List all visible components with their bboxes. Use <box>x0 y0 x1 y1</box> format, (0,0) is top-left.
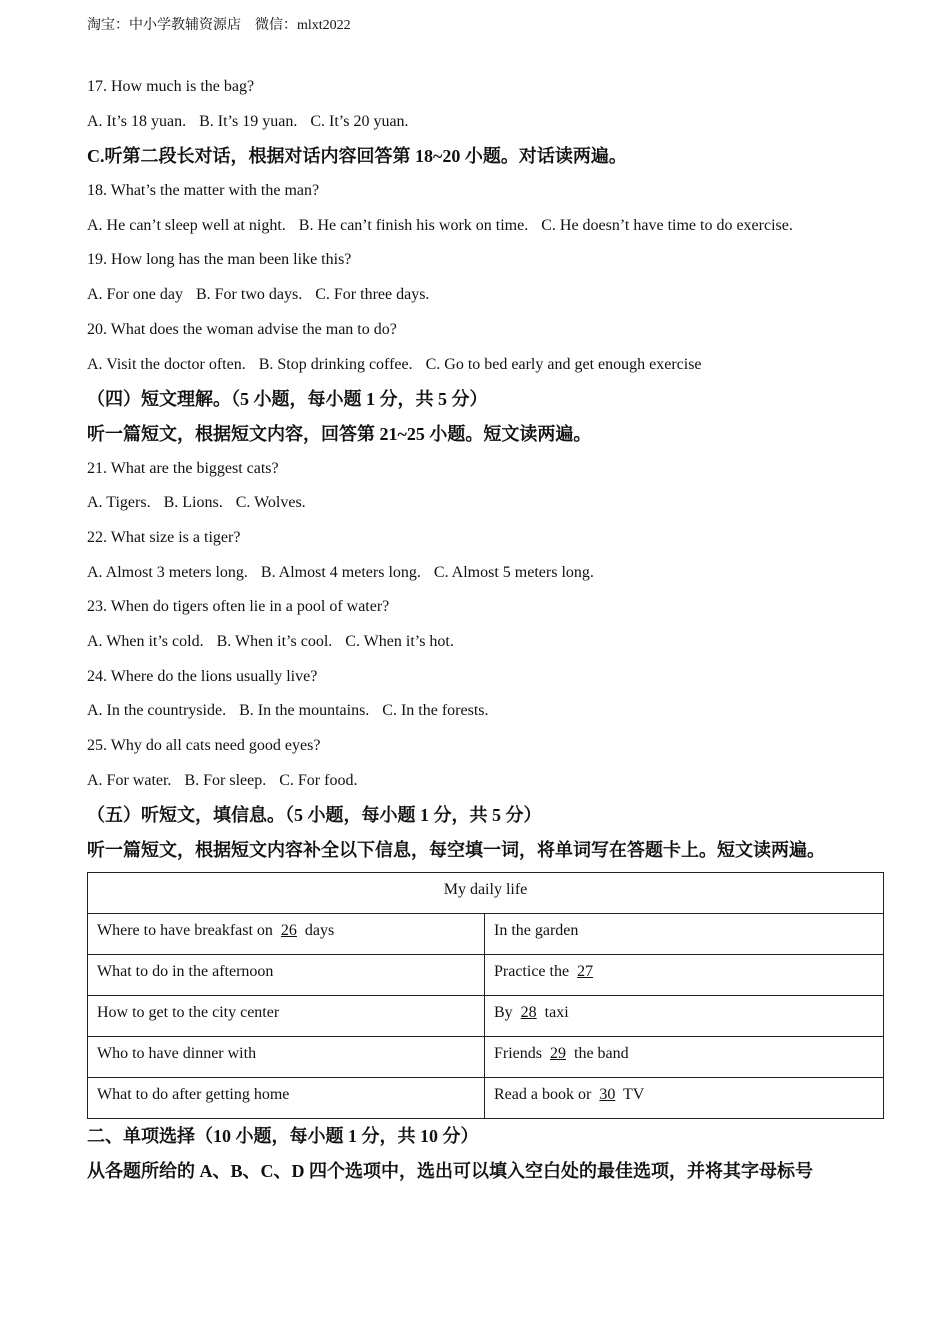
option: A. Visit the doctor often. <box>87 355 246 373</box>
option: B. When it’s cool. <box>216 633 333 650</box>
option: C. Wolves. <box>235 494 306 512</box>
document-body <box>87 70 887 1188</box>
cell-text: the band <box>570 1044 629 1062</box>
table-row <box>88 1077 884 1118</box>
table-cell <box>88 1077 485 1118</box>
question-18: 18. What’s the matter with the man? <box>87 182 320 200</box>
option: A. Almost 3 meters long. <box>87 563 248 581</box>
cell-text: taxi <box>540 1003 569 1021</box>
table-cell <box>485 913 884 954</box>
cell-text: By <box>494 1003 517 1021</box>
table-cell <box>485 995 884 1036</box>
cell-text: Friends <box>494 1044 546 1062</box>
options-21 <box>87 486 887 521</box>
table-row <box>88 954 884 995</box>
option: A. It’s 18 yuan. <box>87 112 187 130</box>
question-20: 20. What does the woman advise the man to do? <box>87 320 397 338</box>
option: B. Almost 4 meters long. <box>260 563 421 581</box>
options-22 <box>87 556 887 591</box>
table-cell <box>88 954 485 995</box>
option: B. Stop drinking coffee. <box>258 355 413 373</box>
option: C. It’s 20 yuan. <box>310 112 409 130</box>
option: A. For water. <box>87 771 172 789</box>
cell-text: What to do after getting home <box>97 1085 290 1103</box>
option: C. For three days. <box>315 286 430 304</box>
option: C. He doesn’t have time to do exercise. <box>541 216 793 234</box>
question-24: 24. Where do the lions usually live? <box>87 667 318 685</box>
part-5-instruction: 听一篇短文，根据短文内容补全以下信息，每空填一词，将单词写在答题卡上。短文读两遍。 <box>87 840 825 861</box>
question-23: 23. When do tigers often lie in a pool of water? <box>87 598 390 616</box>
page-header: 淘宝：中小学教辅资源店 微信：mlxt2022 <box>87 18 351 33</box>
blank-28: 28 <box>520 1003 537 1021</box>
options-25 <box>87 764 887 799</box>
cell-text: In the garden <box>494 921 579 939</box>
option: B. For two days. <box>195 286 303 304</box>
options-23 <box>87 625 887 660</box>
table-row <box>88 913 884 954</box>
option: C. Almost 5 meters long. <box>433 563 594 581</box>
part-4-title: （四）短文理解。（5 小题，每小题 1 分，共 5 分） <box>87 389 488 410</box>
section-c-heading: C.听第二段长对话，根据对话内容回答第 18~20 小题。对话读两遍。 <box>87 146 627 167</box>
part-5-title: （五）听短文，填信息。（5 小题，每小题 1 分，共 5 分） <box>87 805 542 826</box>
table-cell <box>88 1036 485 1077</box>
cell-text: Where to have breakfast on <box>97 921 277 939</box>
part-2-instruction: 从各题所给的 A、B、C、D 四个选项中，选出可以填入空白处的最佳选项，并将其字母标号 <box>87 1160 813 1181</box>
info-table <box>87 872 884 1119</box>
part-4-instruction: 听一篇短文，根据短文内容，回答第 21~25 小题。短文读两遍。 <box>87 423 592 444</box>
blank-26: 26 <box>280 921 297 939</box>
table-row <box>88 995 884 1036</box>
option: A. He can’t sleep well at night. <box>87 216 286 234</box>
option: B. Lions. <box>163 494 223 512</box>
table-row <box>88 1036 884 1077</box>
cell-text: Who to have dinner with <box>97 1044 257 1062</box>
cell-text: How to get to the city center <box>97 1003 280 1021</box>
table-cell <box>88 995 485 1036</box>
option: A. For one day <box>87 286 183 304</box>
table-title-row <box>88 872 884 913</box>
blank-29: 29 <box>550 1044 566 1062</box>
options-17 <box>87 105 887 140</box>
question-21: 21. What are the biggest cats? <box>87 459 279 477</box>
question-19: 19. How long has the man been like this? <box>87 251 352 269</box>
question-25: 25. Why do all cats need good eyes? <box>87 737 321 755</box>
part-2-title: 二、单项选择（10 小题，每小题 1 分，共 10 分） <box>87 1125 479 1146</box>
table-title: My daily life <box>88 872 884 913</box>
option: B. In the mountains. <box>239 702 370 720</box>
cell-text: What to do in the afternoon <box>97 962 274 980</box>
cell-text: days <box>300 921 335 939</box>
options-20 <box>87 348 887 383</box>
question-22: 22. What size is a tiger? <box>87 528 241 546</box>
options-19 <box>87 278 887 313</box>
option: C. In the forests. <box>382 702 489 720</box>
table-cell <box>485 954 884 995</box>
cell-text: Read a book or <box>494 1085 596 1103</box>
question-17: 17. How much is the bag? <box>87 78 255 95</box>
options-24 <box>87 694 887 729</box>
table-cell <box>485 1036 884 1077</box>
option: A. Tigers. <box>87 494 151 512</box>
option: A. When it’s cold. <box>87 633 204 650</box>
table-cell <box>88 913 485 954</box>
cell-text: Practice the <box>494 962 574 980</box>
option: B. It’s 19 yuan. <box>199 112 298 130</box>
blank-30: 30 <box>599 1085 616 1103</box>
option: C. Go to bed early and get enough exercise <box>425 355 702 373</box>
option: A. In the countryside. <box>87 702 227 720</box>
cell-text: TV <box>619 1085 645 1103</box>
options-18 <box>87 209 887 244</box>
option: C. For food. <box>279 771 358 789</box>
blank-27: 27 <box>577 962 594 980</box>
option: B. For sleep. <box>184 771 267 789</box>
option: C. When it’s hot. <box>345 633 454 650</box>
option: B. He can’t finish his work on time. <box>298 216 529 234</box>
table-cell <box>485 1077 884 1118</box>
